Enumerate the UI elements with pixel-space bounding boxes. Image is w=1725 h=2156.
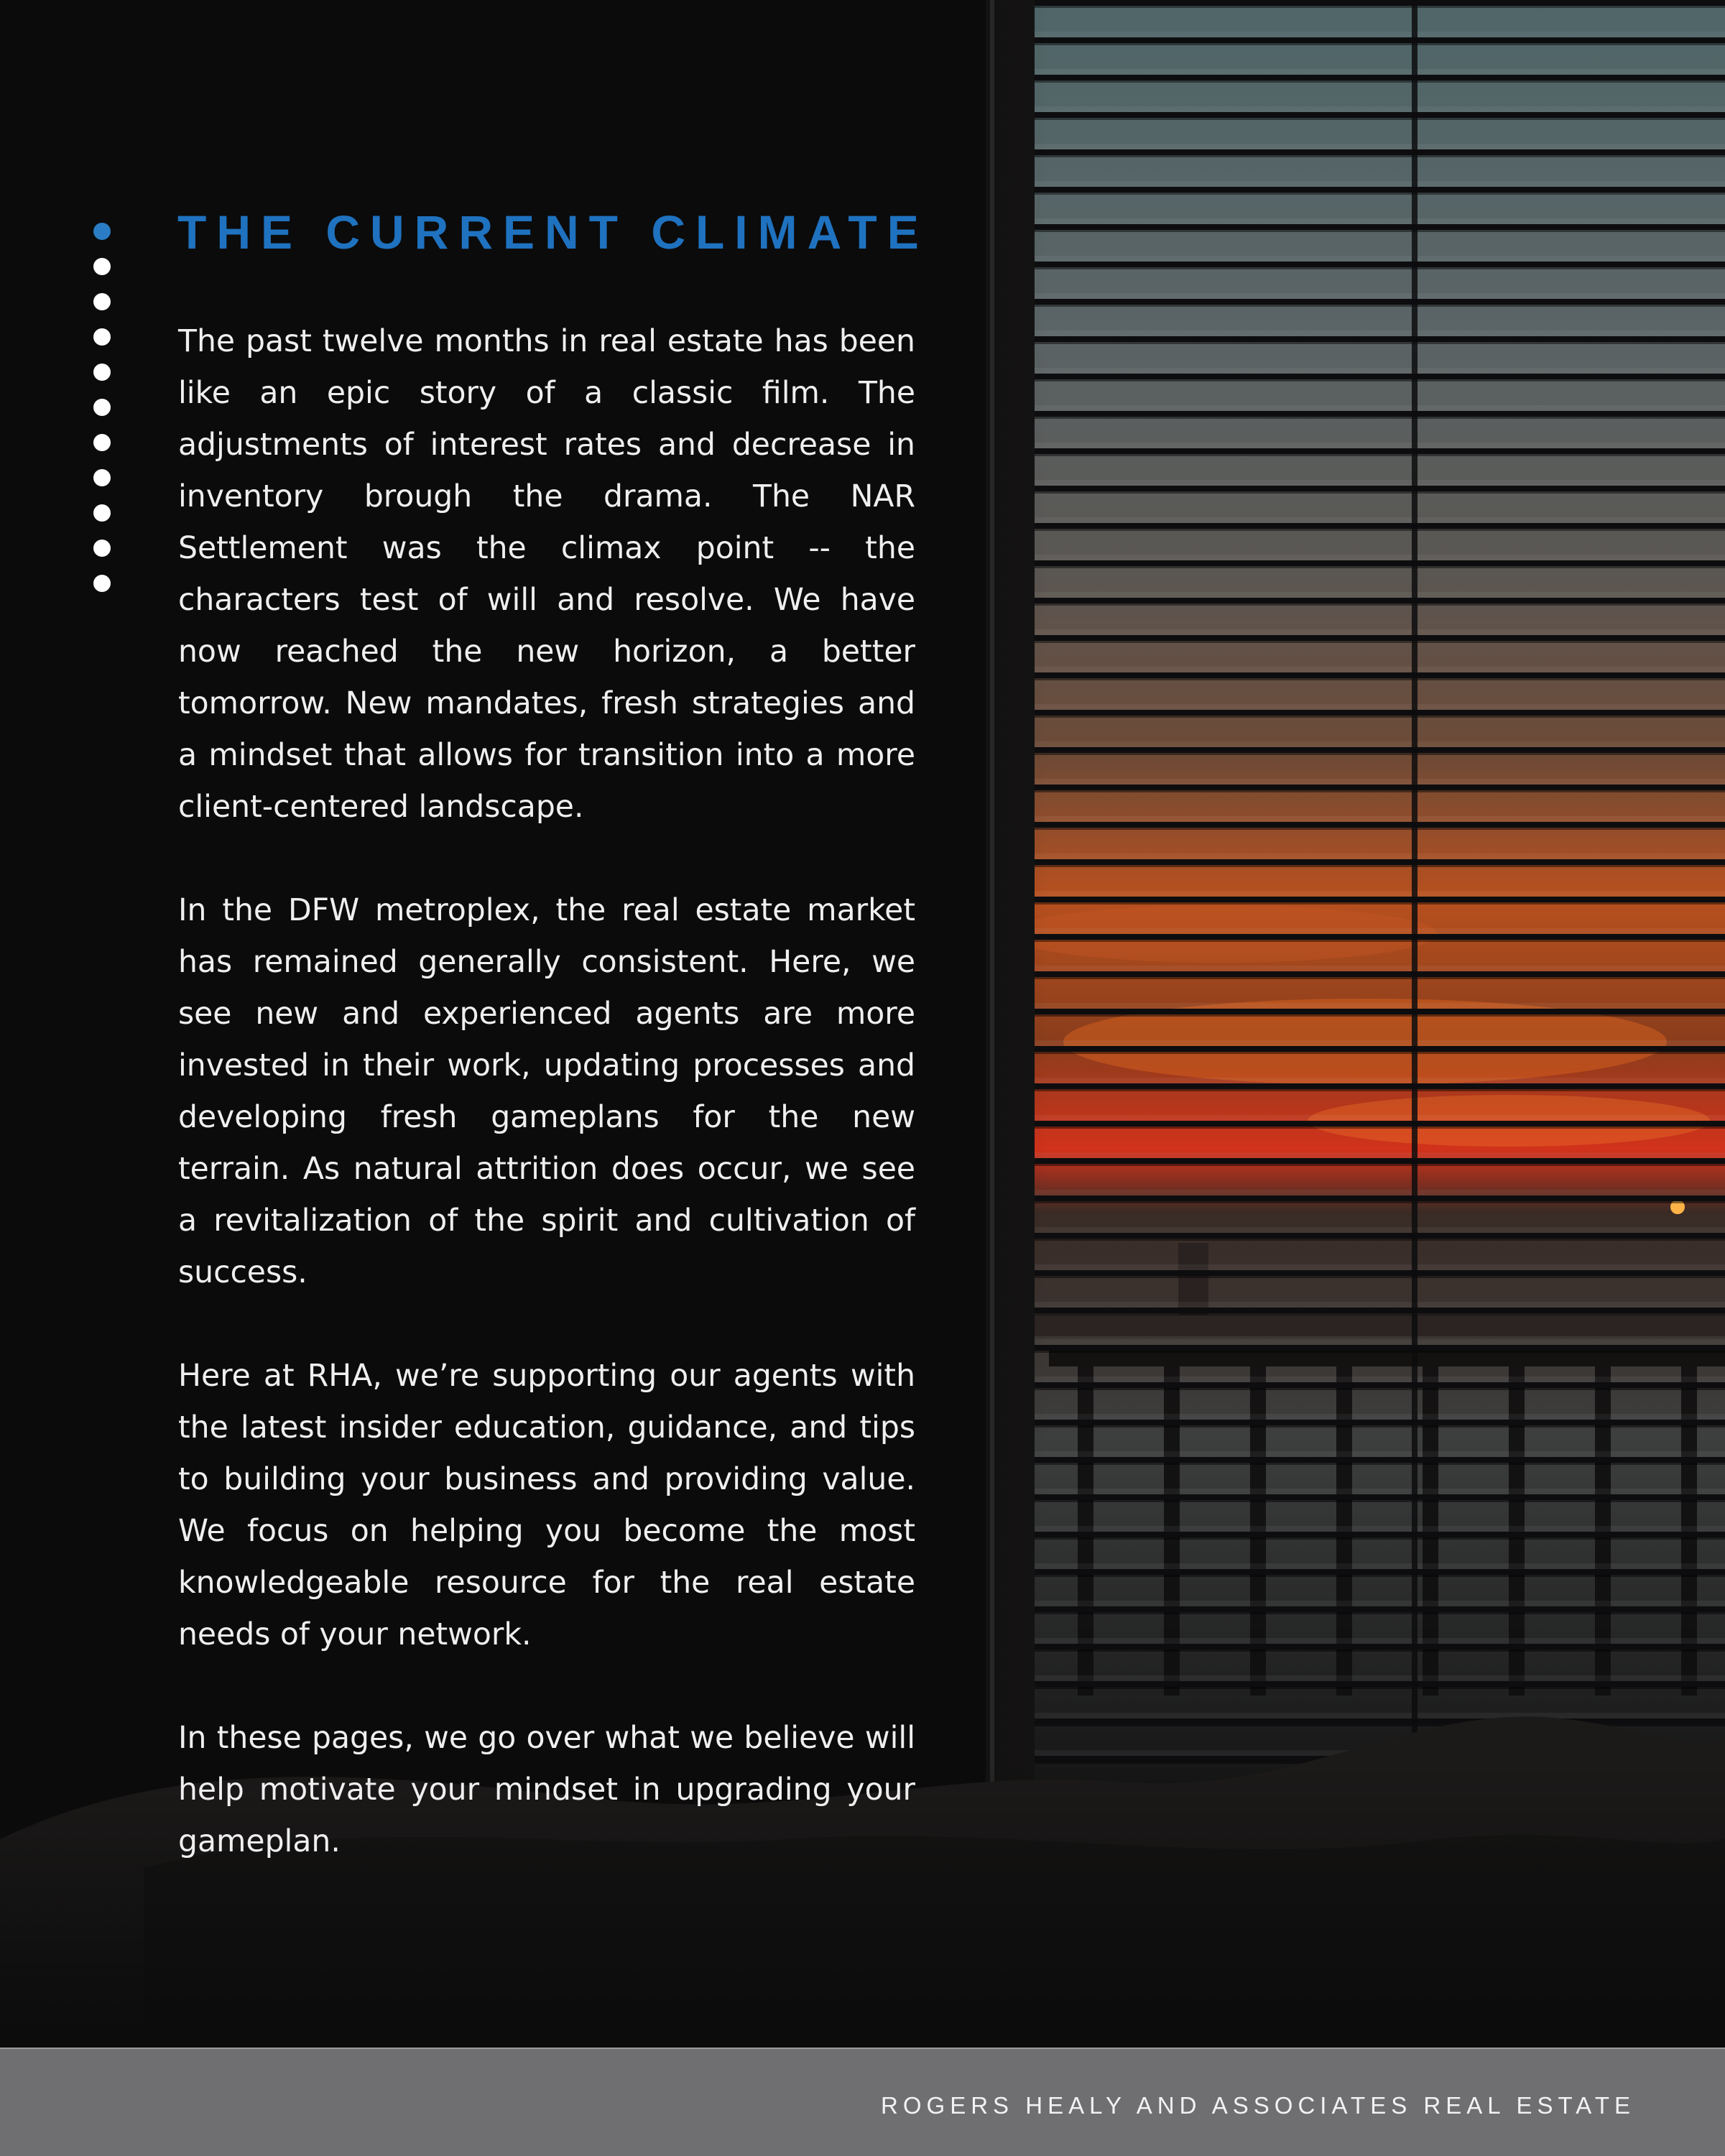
- dot: [93, 540, 111, 557]
- dot: [93, 399, 111, 416]
- dot-accent: [93, 223, 111, 240]
- article-body: [178, 316, 915, 1920]
- paragraph: Here at RHA, we’re supporting our agents with the latest insider education, guidance, and tips to building your business and providing value. We focus on helping you become the most knowledgeable resource for the real estate needs of your network.: [178, 1359, 915, 1652]
- paragraph: The past twelve months in real estate has been like an epic story of a classic film. The adjustments of interest rates and decrease in inventory brough the drama. The NAR Settlement was the climax point -- the characters test of will and resolve. We have now reached the new horizon, a better tomorrow. New mandates, fresh strategies and a mindset that allows for transition into a more client-centered landscape.: [178, 324, 915, 825]
- dot: [93, 575, 111, 592]
- paragraph: In these pages, we go over what we believe will help motivate your mindset in upgrading your gameplan.: [178, 1721, 915, 1859]
- dot: [93, 364, 111, 381]
- dot: [93, 434, 111, 451]
- dot: [93, 469, 111, 486]
- dot: [93, 504, 111, 522]
- footer-company-name: ROGERS HEALY AND ASSOCIATES REAL ESTATE: [881, 2092, 1635, 2119]
- decorative-dot-column: [93, 223, 111, 596]
- dot: [93, 293, 111, 310]
- page-title: THE CURRENT CLIMATE: [177, 205, 929, 259]
- dot: [93, 258, 111, 275]
- paragraph: In the DFW metroplex, the real estate market has remained generally consistent. Here, we see new and experienced agents are more invested in their work, updating processes and developing fresh gameplans for the new terrain. As natural attrition does occur, we see a revitalization of the spirit and cultivation of success.: [178, 893, 915, 1290]
- footer-bar: [0, 2048, 1725, 2156]
- dot: [93, 328, 111, 346]
